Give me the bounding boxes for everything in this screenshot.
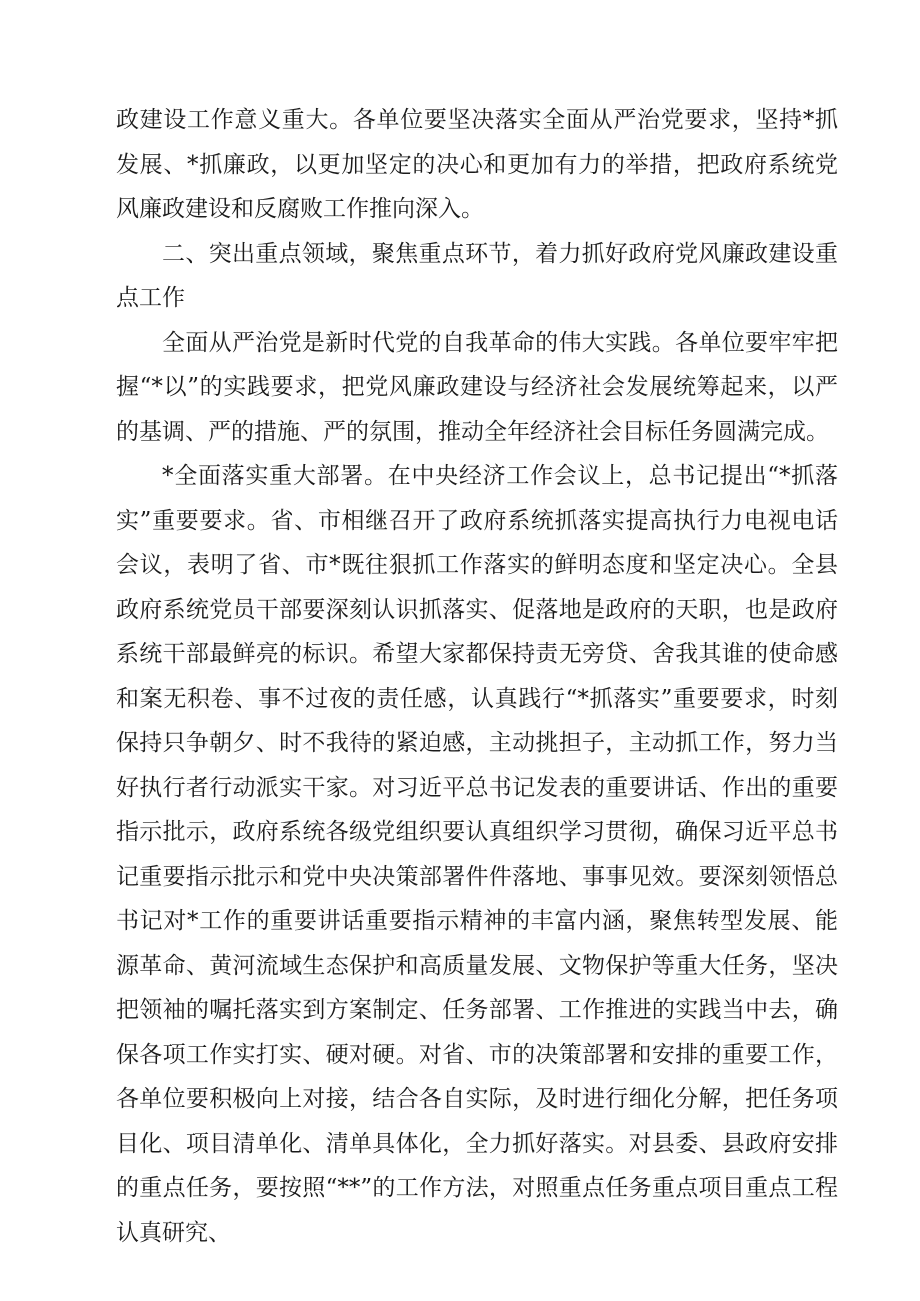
section-heading: 二、突出重点领域，聚焦重点环节，着力抓好政府党风廉政建设重点工作 — [116, 240, 838, 311]
document-body — [116, 98, 838, 1255]
paragraph-continued: 政建设工作意义重大。各单位要坚决落实全面从严治党要求，坚持*抓发展、*抓廉政，以更加坚定的决心和更加有力的举措，把政府系统党风廉政建设和反腐败工作推向深入。 — [116, 107, 838, 222]
paragraph: *全面落实重大部署。在中央经济工作会议上，总书记提出“*抓落实”重要要求。省、市相继召开了政府系统抓落实提高执行力电视电话会议，表明了省、市*既往狠抓工作落实的鲜明态度和坚定决心。全县政府系统党员干部要深刻认识抓落实、促落地是政府的天职，也是政府系统干部最鲜亮的标识。希望大家都保持责无旁贷、舍我其谁的使命感和案无积卷、事不过夜的责任感，认真践行“*抓落实”重要要求，时刻保持只争朝夕、时不我待的紧迫感，主动挑担子，主动抓工作，努力当好执行者行动派实干家。对习近平总书记发表的重要讲话、作出的重要指示批示，政府系统各级党组织要认真组织学习贯彻，确保习近平总书记重要指示批示和党中央决策部署件件落地、事事见效。要深刻领悟总书记对*工作的重要讲话重要指示精神的丰富内涵，聚焦转型发展、能源革命、黄河流域生态保护和高质量发展、文物保护等重大任务，坚决把领袖的嘱托落实到方案制定、任务部署、工作推进的实践当中去，确保各项工作实打实、硬对硬。对省、市的决策部署和安排的重要工作，各单位要积极向上对接，结合各自实际，及时进行细化分解，把任务项目化、项目清单化、清单具体化，全力抓好落实。对县委、县政府安排的重点任务，要按照“**”的工作方法，对照重点任务重点项目重点工程认真研究、 — [116, 463, 838, 1246]
paragraph: 全面从严治党是新时代党的自我革命的伟大实践。各单位要牢牢把握“*以”的实践要求，把党风廉政建设与经济社会发展统筹起来，以严的基调、严的措施、严的氛围，推动全年经济社会目标任务圆满完成。 — [116, 329, 838, 445]
